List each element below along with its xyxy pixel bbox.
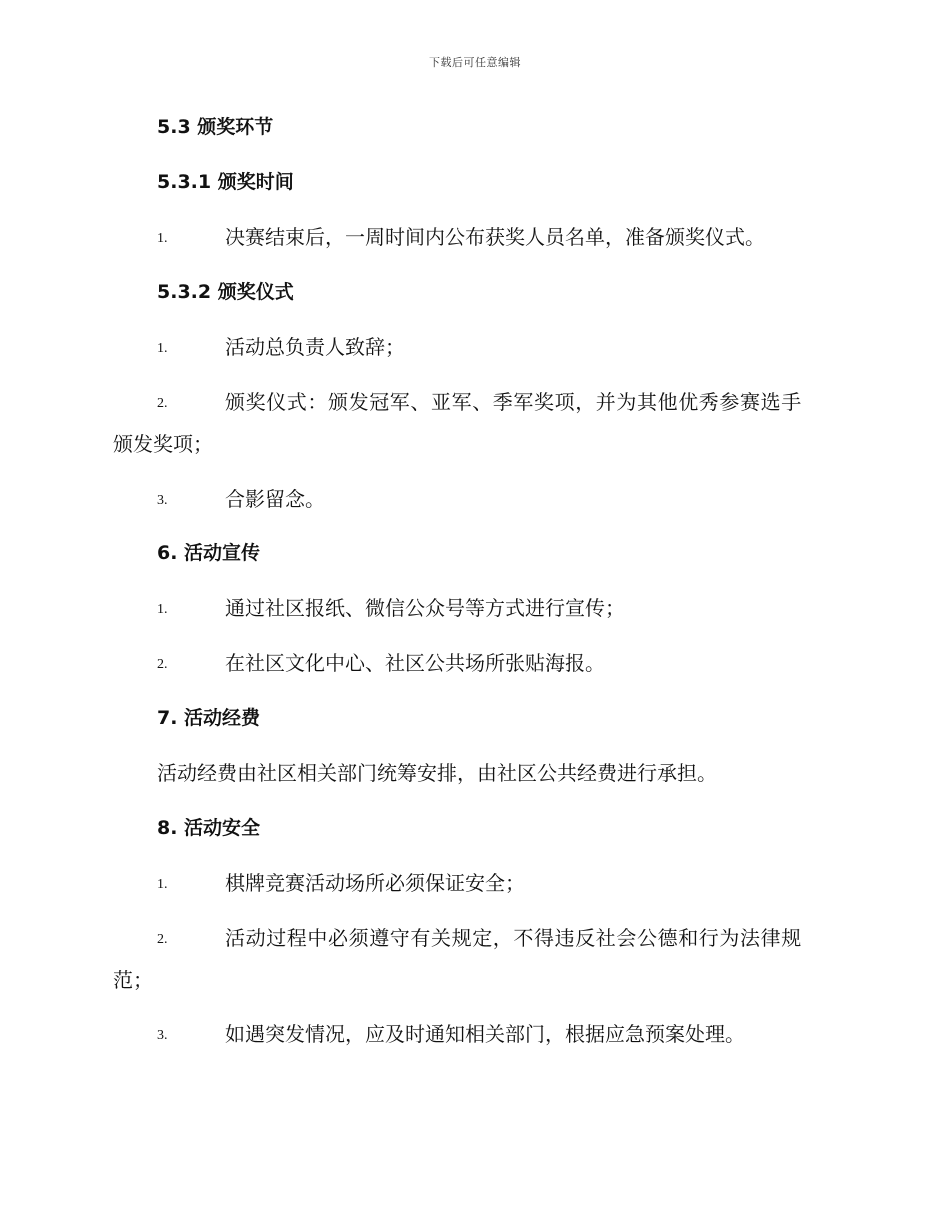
section-heading-5-3-2: 5.3.2 颁奖仪式 — [157, 281, 294, 303]
list-item-text: 活动总负责人致辞； — [225, 335, 405, 359]
list-item-text: 活动过程中必须遵守有关规定，不得违反社会公德和行为法律规 — [225, 926, 802, 950]
section-heading-6: 6. 活动宣传 — [157, 542, 261, 564]
list-item-text: 颁奖仪式：颁发冠军、亚军、季军奖项，并为其他优秀参赛选手 — [225, 390, 802, 414]
section-heading-5-3: 5.3 颁奖环节 — [157, 116, 274, 138]
list-item-text: 合影留念。 — [225, 487, 325, 511]
list-item-text: 决赛结束后，一周时间内公布获奖人员名单，准备颁奖仪式。 — [225, 225, 765, 249]
list-item-number: 2. — [157, 932, 168, 947]
list-item-text: 如遇突发情况，应及时通知相关部门，根据应急预案处理。 — [225, 1022, 745, 1046]
list-item-text: 棋牌竞赛活动场所必须保证安全； — [225, 871, 525, 895]
page-header: 下载后可任意编辑 — [429, 56, 521, 69]
list-item-number: 2. — [157, 396, 168, 411]
list-item-number: 3. — [157, 493, 168, 508]
list-item-number: 1. — [157, 231, 168, 246]
list-item-text: 通过社区报纸、微信公众号等方式进行宣传； — [225, 596, 625, 620]
section-heading-7: 7. 活动经费 — [157, 707, 261, 729]
list-item-number: 3. — [157, 1028, 168, 1043]
section-heading-8: 8. 活动安全 — [157, 817, 261, 839]
list-item-number: 1. — [157, 602, 168, 617]
list-item-text-cont: 范； — [113, 968, 153, 992]
section-heading-5-3-1: 5.3.1 颁奖时间 — [157, 171, 294, 193]
paragraph: 活动经费由社区相关部门统筹安排，由社区公共经费进行承担。 — [157, 761, 717, 785]
list-item-number: 1. — [157, 877, 168, 892]
list-item-number: 1. — [157, 341, 168, 356]
list-item-text: 在社区文化中心、社区公共场所张贴海报。 — [225, 651, 605, 675]
list-item-text-cont: 颁发奖项； — [113, 432, 213, 456]
list-item-number: 2. — [157, 657, 168, 672]
